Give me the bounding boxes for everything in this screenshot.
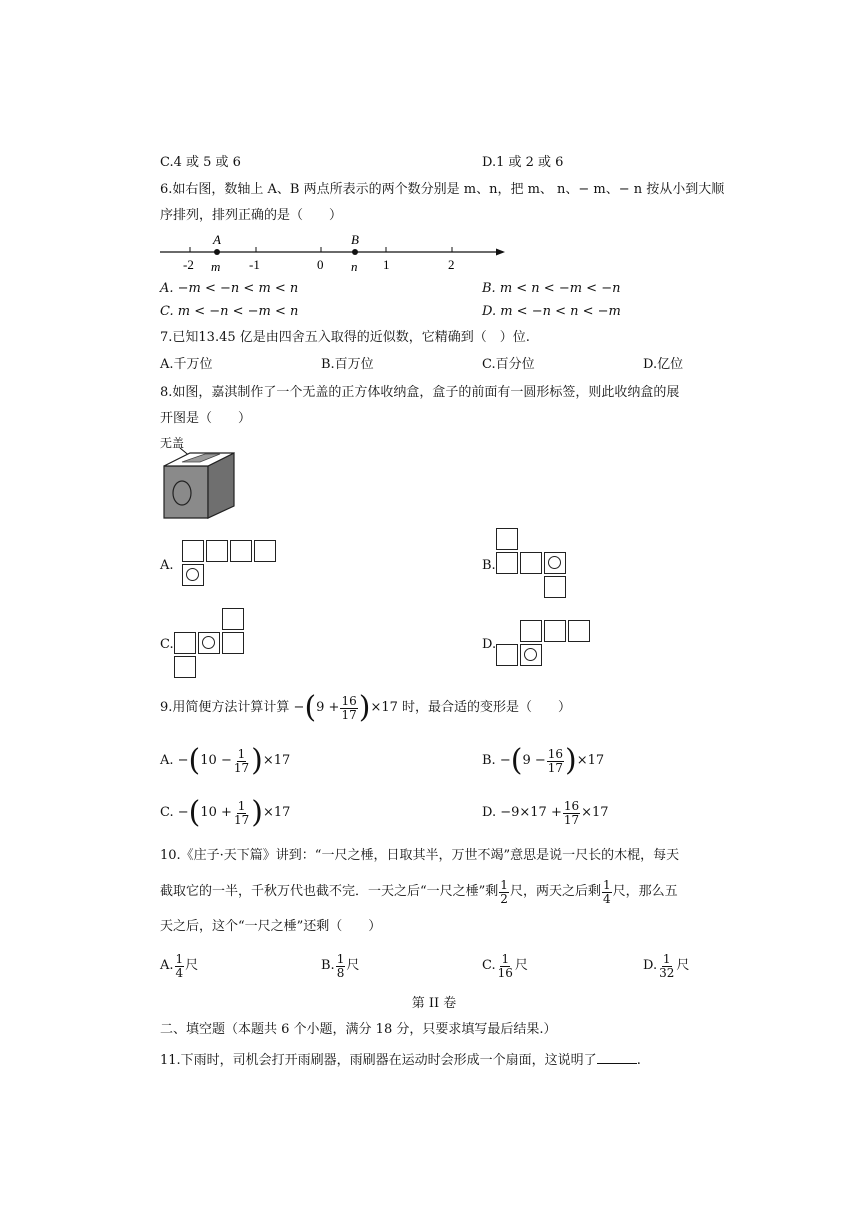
option-d-q6: D. m < −n < n < −m <box>482 304 621 319</box>
q9-stem-inner: 9 + <box>316 700 340 715</box>
fraction: $\frac{1}{17}$ <box>233 746 250 775</box>
question-8-line2: 开图是（ ） <box>160 411 252 426</box>
option-label: B. − <box>482 753 511 768</box>
expr-tail: ×17 <box>262 753 291 768</box>
expr-tail: ×17 <box>576 753 605 768</box>
q11-text: 11.下雨时，司机会打开雨刷器，雨刷器在运动时会形成一个扇面，这说明了 <box>160 1053 597 1068</box>
paren-right: ) <box>251 743 263 778</box>
unit: 尺 <box>514 958 528 973</box>
question-9 <box>160 688 571 728</box>
tick-label-2: 2 <box>448 257 455 272</box>
question-6-line1: 6.如右图，数轴上 A、B 两点所表示的两个数分别是 m、n，把 m、 n、− m、− n 按从小到大顺 <box>160 182 725 197</box>
q10-text: 尺，那么五 <box>612 884 678 899</box>
number-line <box>155 230 515 278</box>
tick-label-neg2: -2 <box>183 257 194 272</box>
option-a-q9 <box>160 741 290 781</box>
tick-label-1: 1 <box>383 257 390 272</box>
option-d-q7: D.亿位 <box>643 357 684 372</box>
option-d-q8: D. <box>482 637 497 652</box>
section-title: 第 II 卷 <box>411 996 457 1011</box>
paren-left: ( <box>188 795 201 830</box>
tick-label-neg1: -1 <box>249 257 260 272</box>
unit: 尺 <box>346 958 360 973</box>
option-b-q8: B. <box>482 558 496 573</box>
option-label: C. <box>482 958 496 973</box>
fraction: $\frac{1}{8}$ <box>336 951 345 980</box>
q9-stem-post: ×17 时，最合适的变形是（ ） <box>370 700 572 715</box>
question-10-line3: 天之后，这个“一尺之棰”还剩（ ） <box>160 919 382 934</box>
fraction: $\frac{16}{17}$ <box>547 746 564 775</box>
option-d-q10 <box>643 950 689 982</box>
q10-text: 尺，两天之后剩 <box>509 884 601 899</box>
option-c-q10 <box>482 950 528 982</box>
paren-right: ) <box>358 690 371 725</box>
section-heading: 二、填空题（本题共 6 个小题，满分 18 分，只要求填写最后结果.） <box>160 1022 557 1037</box>
paren-left: ( <box>510 743 523 778</box>
option-d-q5: D.1 或 2 或 6 <box>482 155 564 170</box>
fraction: $\frac{1}{4}$ <box>175 951 184 980</box>
fraction: $\frac{1}{32}$ <box>659 951 675 980</box>
expr-inner: 9 − <box>522 753 546 768</box>
question-6-line2: 序排列，排列正确的是（ ） <box>160 208 343 223</box>
fraction: $\frac{1}{17}$ <box>233 798 250 827</box>
q11-end: . <box>636 1053 641 1068</box>
fraction: $\frac{16}{17}$ <box>563 798 580 827</box>
arrow-icon <box>496 249 505 256</box>
question-7: 7.已知13.45 亿是由四舍五入取得的近似数，它精确到（ ）位. <box>160 330 530 345</box>
option-c-q8: C. <box>160 637 174 652</box>
point-a-label: A <box>213 232 221 247</box>
option-label: B. <box>321 958 335 973</box>
unit: 尺 <box>185 958 199 973</box>
option-c-q6: C. m < −n < −m < n <box>160 304 299 319</box>
option-a-q7: A.千万位 <box>160 357 213 372</box>
option-b-q10 <box>321 950 359 982</box>
paren-right: ) <box>565 743 577 778</box>
question-10-line2 <box>160 876 678 908</box>
question-8-line1: 8.如图，嘉淇制作了一个无盖的正方体收纳盒，盒子的前面有一圆形标签，则此收纳盒的展 <box>160 385 680 400</box>
option-label: D. <box>643 958 658 973</box>
question-10-line1: 10.《庄子·天下篇》讲到：“一尺之棰，日取其半，万世不竭”意思是说一尺长的木棍，每天 <box>160 848 680 863</box>
m-label: m <box>211 259 221 274</box>
option-a-q10 <box>160 950 198 982</box>
option-c-q7: C.百分位 <box>482 357 535 372</box>
option-label: A. − <box>160 753 189 768</box>
option-label: C. − <box>160 805 189 820</box>
paren-right: ) <box>251 795 263 830</box>
option-label: A. <box>160 958 174 973</box>
option-c-q9 <box>160 793 290 833</box>
expr-inner: 10 − <box>200 753 232 768</box>
n-label: n <box>351 259 358 274</box>
option-label: D. −9×17 + <box>482 805 562 820</box>
point-b-label: B <box>351 232 359 247</box>
fraction: $\frac{1}{4}$ <box>602 877 611 906</box>
expr-tail: ×17 <box>581 805 609 820</box>
q10-text: 截取它的一半，千秋万代也截不完．一天之后“一尺之棰”剩 <box>160 884 499 899</box>
expr-tail: ×17 <box>262 805 291 820</box>
point-a-dot <box>214 249 220 255</box>
option-b-q9 <box>482 741 604 781</box>
option-a-q8: A. <box>160 558 174 573</box>
expr-inner: 10 + <box>200 805 232 820</box>
fraction: $\frac{1}{16}$ <box>497 951 513 980</box>
paren-left: ( <box>188 743 201 778</box>
point-b-dot <box>352 249 358 255</box>
q9-stem-pre: 9.用简便方法计算计算 − <box>160 700 305 715</box>
fraction: $\frac{16}{17}$ <box>341 693 357 722</box>
tick-label-0: 0 <box>317 257 324 272</box>
unit: 尺 <box>676 958 690 973</box>
option-d-q9 <box>482 793 609 833</box>
option-a-q6: A. −m < −n < m < n <box>160 281 299 296</box>
box-label: 无盖 <box>160 436 185 450</box>
option-b-q6: B. m < n < −m < −n <box>482 281 621 296</box>
answer-blank[interactable] <box>597 1051 637 1064</box>
paren-left: ( <box>304 690 317 725</box>
option-c-q5: C.4 或 5 或 6 <box>160 155 241 170</box>
open-box-figure <box>160 448 240 522</box>
fraction: $\frac{1}{2}$ <box>500 877 508 906</box>
question-11 <box>160 1051 641 1070</box>
option-b-q7: B.百万位 <box>321 357 374 372</box>
